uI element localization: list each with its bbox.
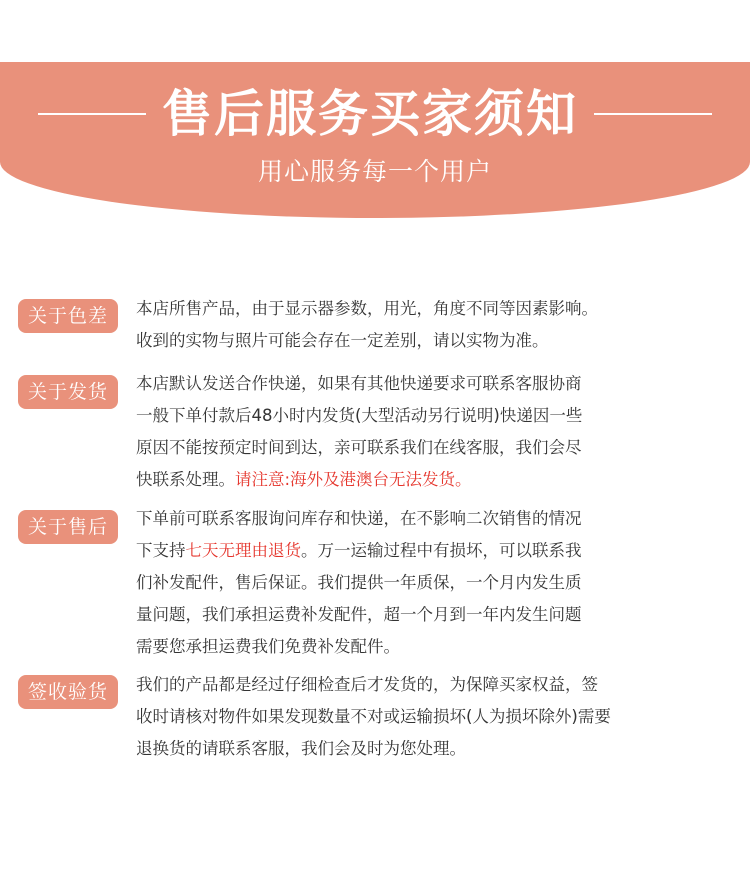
text-line [136,464,656,496]
section-text [136,503,656,663]
text-line: 原因不能按预定时间到达，亲可联系我们在线客服，我们会尽 [136,438,582,457]
text-line [136,535,656,567]
text-line: 退换货的请联系客服，我们会及时为您处理。 [136,739,466,758]
section-tag: 关于色差 [18,299,118,333]
section-text [136,368,656,496]
title-right-rule [594,113,712,115]
text-line: 需要您承担运费我们免费补发配件。 [136,637,400,656]
text-segment: 快联系处理。 [136,470,235,489]
section-text [136,669,656,765]
text-line: 收到的实物与照片可能会存在一定差别，请以实物为准。 [136,331,549,350]
section-tag: 关于售后 [18,510,118,544]
return-policy-highlight: 七天无理由退货 [185,541,301,560]
text-line: 本店所售产品，由于显示器参数，用光，角度不同等因素影响。 [136,299,598,318]
text-line: 一般下单付款后48小时内发货(大型活动另行说明)快递因一些 [136,406,583,425]
text-line: 们补发配件，售后保证。我们提供一年质保，一个月内发生质 [136,573,582,592]
text-line: 收时请核对物件如果发现数量不对或运输损坏(人为损坏除外)需要 [136,707,611,726]
text-line: 我们的产品都是经过仔细检查后才发货的，为保障买家权益，签 [136,675,598,694]
section-text [136,293,656,357]
text-line: 下单前可联系客服询问库存和快递，在不影响二次销售的情况 [136,509,582,528]
text-segment: 下支持 [136,541,186,560]
title-row [0,82,750,146]
text-segment: 。万一运输过程中有损坏，可以联系我 [301,541,582,560]
page-subtitle: 用心服务每一个用户 [257,157,492,186]
text-line: 量问题，我们承担运费补发配件，超一个月到一年内发生问题 [136,605,582,624]
text-line: 本店默认发送合作快递，如果有其他快递要求可联系客服协商 [136,374,582,393]
page-title: 售后服务买家须知 [162,85,578,143]
shipping-warning: 请注意:海外及港澳台无法发货。 [235,470,472,489]
title-left-rule [38,113,146,115]
section-tag: 关于发货 [18,375,118,409]
section-tag: 签收验货 [18,675,118,709]
